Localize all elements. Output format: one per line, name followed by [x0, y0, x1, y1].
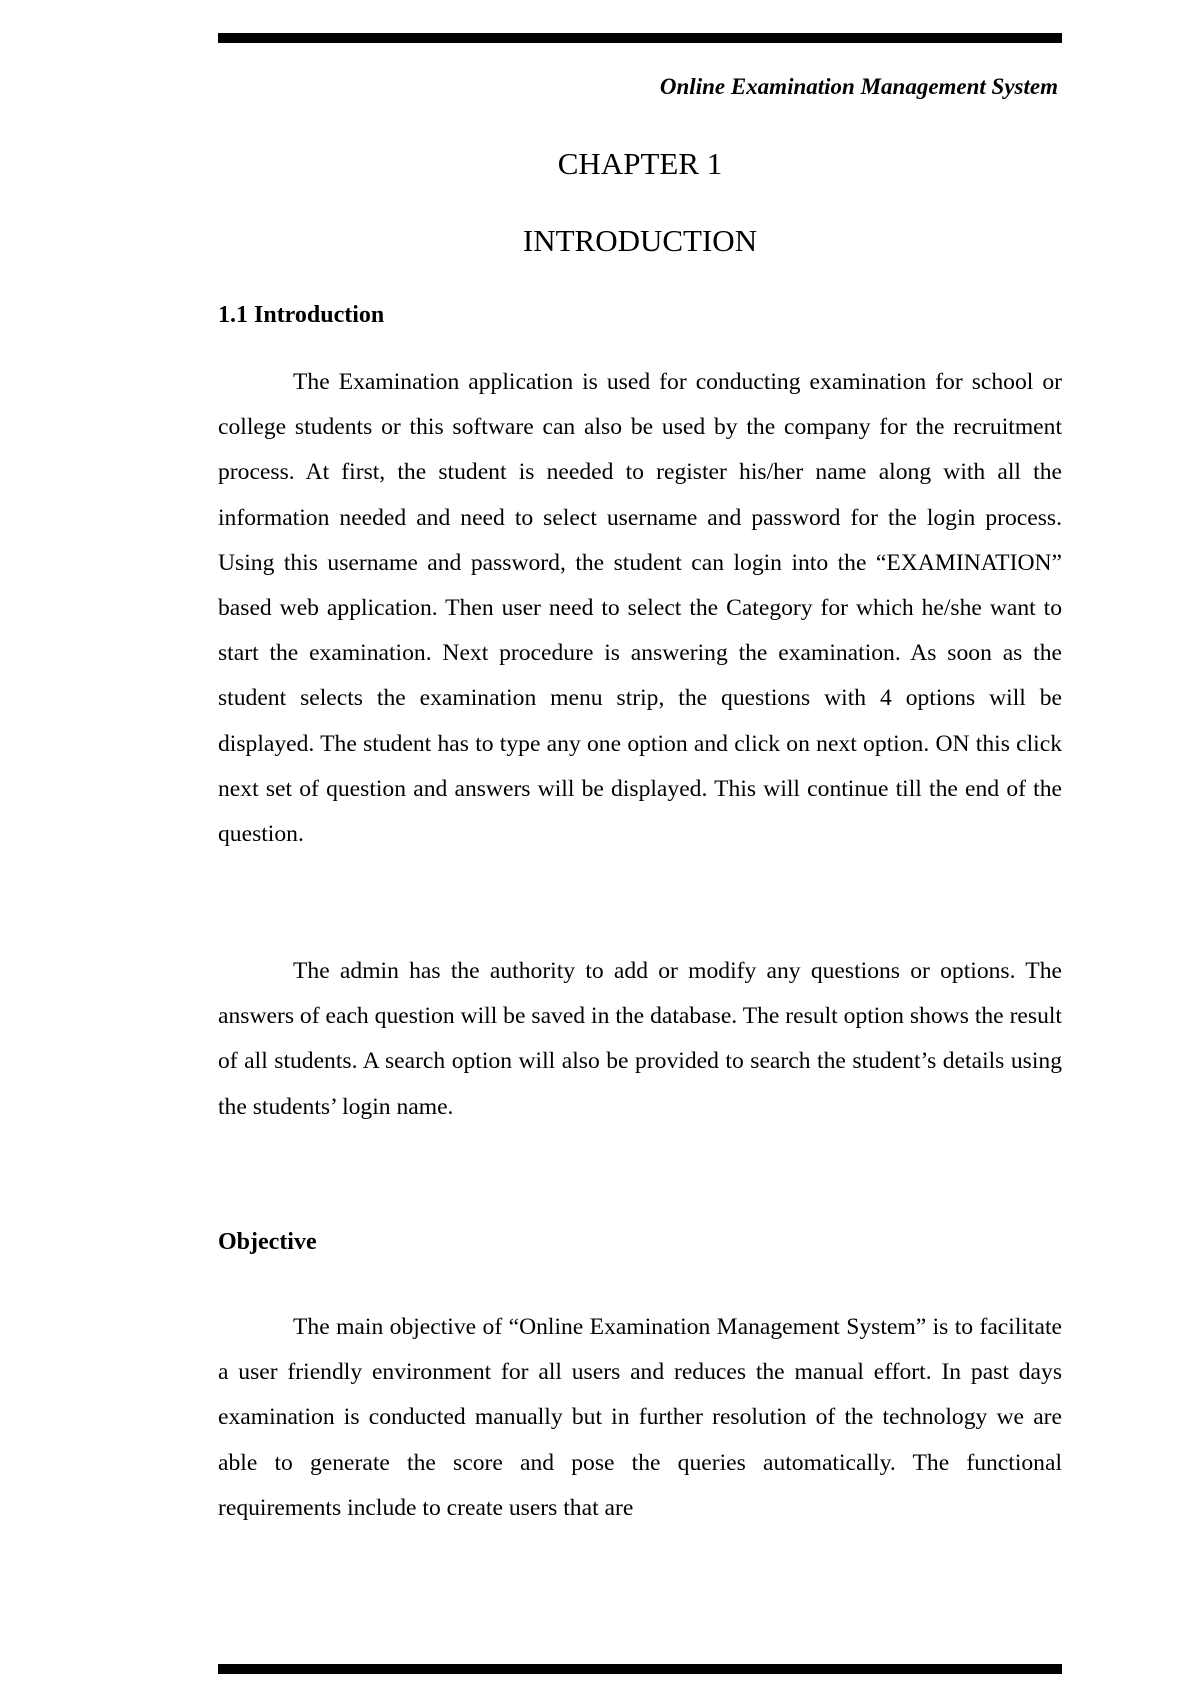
introduction-paragraph-2: The admin has the authority to add or modify any questions or options. The answers of each question will be saved in the database. The result option shows the result of all students. A search option will also be provided to search the student’s details using the students’ login name. — [218, 958, 1062, 1120]
chapter-number: CHAPTER 1 — [557, 146, 723, 181]
objective-paragraph-1: The main objective of “Online Examination Management System” is to facilitate a user friendly environment for all users and reduces the manual effort. In past days examination is conducted manually but in further resolution of the technology we are able to generate the score and pose the queries automatically. The functional requirements include to create users that are — [218, 1314, 1062, 1521]
section-heading-introduction: 1.1 Introduction — [218, 302, 385, 328]
chapter-title: INTRODUCTION — [522, 223, 758, 258]
footer-rule — [218, 1664, 1062, 1674]
header-rule — [218, 33, 1062, 43]
running-header: Online Examination Management System — [659, 74, 1058, 99]
section-heading-objective: Objective — [218, 1229, 317, 1255]
introduction-paragraph-1: The Examination application is used for conducting examination for school or college students or this software can also be used by the company for the recruitment process. At first, the student is needed to register his/her name along with all the information needed and need to select username and password for the login process. Using this username and password, the student can login into the “EXAMINATION” based web application. Then user need to select the Category for which he/she want to start the examination. Next procedure is answering the examination. As soon as the student selects the examination menu strip, the questions with 4 options will be displayed. The student has to type any one option and click on next option. ON this click next set of question and answers will be displayed. This will continue till the end of the question. — [218, 369, 1062, 848]
